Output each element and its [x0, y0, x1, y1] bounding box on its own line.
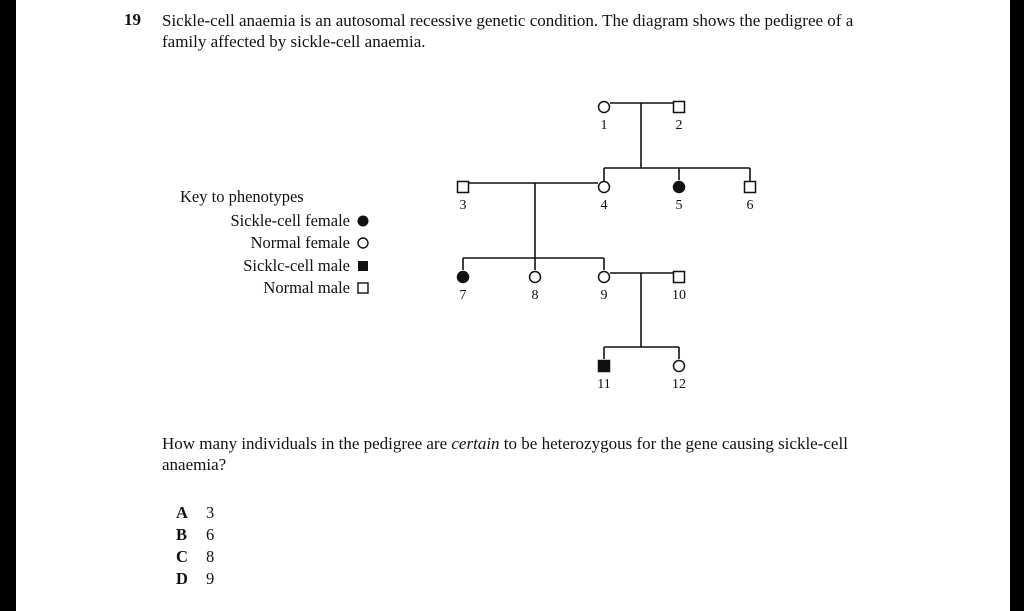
question-text: Sickle-cell anaemia is an autosomal recessive genetic condition. The diagram shows the pedigree of a family affected by sickle-cell anaemia. — [162, 11, 854, 51]
option-letter: B — [176, 525, 188, 544]
individual-3-male-symbol — [458, 182, 469, 193]
individual-1-female-symbol — [599, 102, 610, 113]
individual-5-female-symbol — [674, 182, 685, 193]
individual-4-label: 4 — [600, 198, 608, 213]
individual-4-female-symbol — [599, 182, 610, 193]
individual-11-male-symbol — [599, 361, 610, 372]
option-value: 6 — [206, 525, 215, 544]
individual-10-label: 10 — [672, 288, 686, 303]
prompt-emphasis: certain — [451, 434, 500, 453]
individual-11-label: 11 — [597, 377, 611, 392]
option-value: 9 — [206, 569, 215, 588]
prompt-text: to be heterozygous for the gene causing sickle-cell anaemia? — [162, 434, 848, 474]
key-label: Normal male — [263, 278, 350, 297]
individual-8-label: 8 — [531, 288, 539, 303]
individual-2-male-symbol — [674, 102, 685, 113]
individual-8-female-symbol — [530, 272, 541, 283]
individual-2-label: 2 — [675, 118, 683, 133]
individual-12-female-symbol — [674, 361, 685, 372]
option-value: 3 — [206, 503, 215, 522]
individual-9-label: 9 — [600, 288, 608, 303]
individual-7-label: 7 — [459, 288, 467, 303]
individual-12-label: 12 — [672, 377, 686, 392]
individual-10-male-symbol — [674, 272, 685, 283]
question-number: 19 — [124, 10, 141, 29]
key-label: Sicklc-cell male — [243, 255, 350, 275]
individual-7-female-symbol — [458, 272, 469, 283]
individual-6-label: 6 — [746, 198, 754, 213]
option-letter: D — [176, 569, 188, 588]
individual-1-label: 1 — [600, 118, 608, 133]
prompt-text: How many individuals in the pedigree are — [162, 434, 452, 453]
individual-9-female-symbol — [599, 272, 610, 283]
individual-5-label: 5 — [675, 198, 683, 213]
key-title: Key to phenotypes — [180, 187, 304, 206]
individual-3-label: 3 — [459, 198, 467, 213]
option-letter: C — [176, 547, 188, 566]
key-label: Sickle-cell female — [230, 210, 350, 230]
option-letter: A — [176, 503, 188, 522]
option-value: 8 — [206, 547, 215, 566]
individual-6-male-symbol — [745, 182, 756, 193]
key-label: Normal female — [250, 233, 350, 252]
